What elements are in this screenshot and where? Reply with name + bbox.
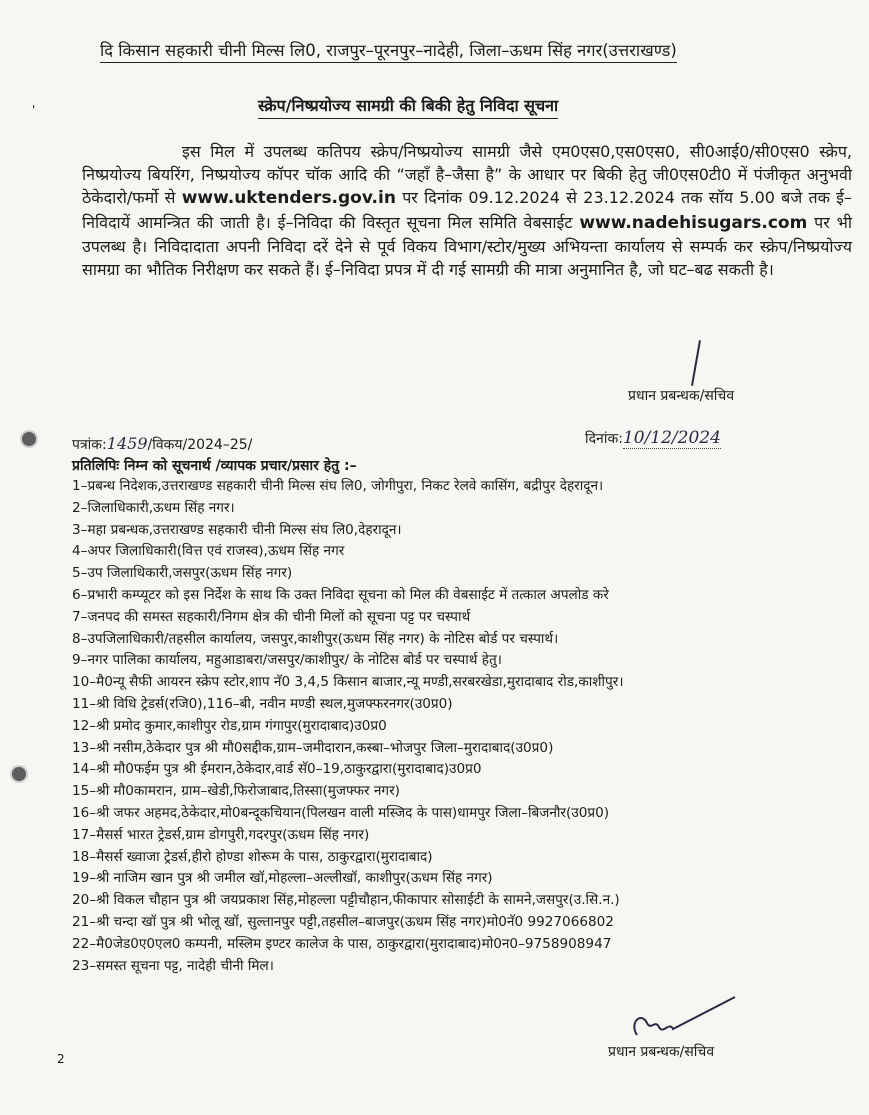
margin-mark: ' — [32, 103, 36, 117]
list-item: 3–महा प्रबन्धक,उत्तराखण्ड सहकारी चीनी मिल्स संघ लि0,देहरादून। — [72, 521, 402, 538]
list-item: 22–मै0जेड0ए0एल0 कम्पनी, मस्लिम इण्टर कालेज के पास, ठाकुरद्वारा(मुरादाबाद)मो0न0–9758908947 — [72, 935, 612, 952]
letterhead — [100, 38, 840, 61]
list-item: 10–मै0न्यू सैफी आयरन स्क्रेप स्टोर,शाप नॅ0 3,4,5 किसान बाजार,न्यू मण्डी,सरबरखेडा,मुरादाबाद रोड,काशीपुर। — [72, 674, 624, 691]
website-link-nadehisugars: www.nadehisugars.com — [579, 212, 808, 233]
reference-number — [72, 434, 252, 454]
list-item: 2–जिलाधिकारी,ऊधम सिंह नगर। — [72, 499, 235, 516]
notice-body — [82, 140, 852, 281]
list-item: 21–श्री चन्दा खॉ पुत्र श्री भोलू खॉ, सुल्तानपुर पट्टी,तहसील–बाजपुर(ऊधम सिंह नगर)मो0नॅ0 9927066802 — [72, 913, 614, 930]
date-label: दिनांक: — [585, 431, 623, 447]
body-part-1: इस मिल में उपलब्ध कतिपय स्क्रेप/निष्प्रयोज्य सामग्री जैसे एम0एस0,एस0एस0, सी0आई0/सी0एस0 स्क्रेप, निष्प्रयोज्य बियरिंग, निष्प्रयोज्य कॉपर चॉक आदि की “जहाँ है–जैसा है” के आधार पर बिकी हेतु जी0एस0टी0 में पंजीकृत अनुभवी ठेकेदारो/फर्मो से — [82, 142, 852, 208]
notice-title: स्क्रेप/निष्प्रयोज्य सामग्री की बिकी हेतु निविदा सूचना — [258, 94, 558, 119]
signature-designation-top: प्रधान प्रबन्धक/सचिव — [628, 388, 735, 404]
list-item: 1–प्रबन्ध निदेशक,उत्तराखण्ड सहकारी चीनी मिल्स संघ लि0, जोगीपुरा, निकट रेलवे कासिंग, बद्रीपुर देहरादून। — [72, 478, 604, 494]
list-item: 15–श्री मौ0कामरान, ग्राम–खेडी,फिरोजाबाद,तिस्सा(मुजफ्फर नगर) — [72, 783, 400, 800]
list-item: 17–मैसर्स भारत ट्रेडर्स,ग्राम डोगपुरी,गदरपुर(ऊधम सिंह नगर) — [72, 826, 370, 843]
reference-label: पत्रांक: — [72, 437, 107, 453]
reference-date — [585, 428, 721, 448]
handwritten-date: 10/12/2024 — [622, 428, 721, 448]
list-item: 5–उप जिलाधिकारी,जसपुर(ऊधम सिंह नगर) — [72, 565, 293, 582]
list-item: 7–जनपद की समस्त सहकारी/निगम क्षेत्र की चीनी मिलों को सूचना पट्ट पर चस्पार्थ — [72, 608, 471, 625]
list-item: 16–श्री जफर अहमद,ठेकेदार,मो0बन्दूकचियान(पिलखन वाली मस्जिद के पास)धामपुर जिला–बिजनौर(उ0प्र0) — [72, 804, 610, 821]
body-part-3: पर भी उपलब्ध है। निविदादाता अपनी निविदा दरें देने से पूर्व विकय विभाग/स्टोर/मुख्य अभियन्ता कार्यालय से सम्पर्क कर स्क्रेप/निष्प्रयोज्य सामग्रा का भौतिक निरीक्षण कर सकते हैं। ई–निविदा प्रपत्र में दी गई सामग्री की मात्रा अनुमानित है, जो घट–बढ सकती है। — [82, 212, 852, 280]
copy-heading: प्रतिलिपिः निम्न को सूचनार्थ /व्यापक प्रचार/प्रसार हेतु :– — [72, 458, 357, 474]
list-item: 9–नगर पालिका कार्यालय, महुआडाबरा/जसपुर/काशीपुर/ के नोटिस बोर्ड पर चस्पार्थ हेतु। — [72, 652, 502, 669]
list-item: 14–श्री मौ0फईम पुत्र श्री ईमरान,ठेकेदार,वार्ड सॅ0–19,ठाकुरद्वारा(मुरादाबाद)उ0प्र0 — [72, 761, 482, 778]
page-number: 2 — [57, 1052, 65, 1066]
list-item: 20–श्री विकल चौहान पुत्र श्री जयप्रकाश सिंह,मोहल्ला पट्टीचौहान,फीकापार सोसाईटी के सामने,जसपुर(उ.सि.न.) — [72, 892, 620, 909]
list-item: 13–श्री नसीम,ठेकेदार पुत्र श्री मौ0सद्दीक,ग्राम–जमीदारान,कस्बा–भोजपुर जिला–मुरादाबाद(उ0प्र0) — [72, 739, 554, 756]
copy-recipient-list — [72, 476, 623, 977]
list-item: 12–श्री प्रमोद कुमार,काशीपुर रोड,ग्राम गंगापुर(मुरादाबाद)उ0प्र0 — [72, 717, 387, 734]
punch-hole-top — [20, 430, 38, 448]
list-item: 11–श्री विधि ट्रेडर्स(रजि0),116–बी, नवीन मण्डी स्थल,मुजफ्फरनगर(उ0प्र0) — [72, 695, 453, 712]
list-item: 18–मैसर्स ख्वाजा ट्रेडर्स,हीरो होण्डा शोरूम के पास, ठाकुरद्वारा(मुरादाबाद) — [72, 848, 433, 865]
punch-hole-bottom — [10, 765, 28, 783]
list-item: 8–उपजिलाधिकारी/तहसील कार्यालय, जसपुर,काशीपुर(ऊधम सिंह नगर) के नोटिस बोर्ड पर चस्पार्थ। — [72, 630, 559, 647]
list-item: 6–प्रभारी कम्प्यूटर को इस निर्देश के साथ कि उक्त निविदा सूचना को मिल की वेबसाईट में तत्काल अपलोड करे — [72, 586, 609, 603]
handwritten-signature — [625, 993, 745, 1048]
website-link-uktenders: www.uktenders.gov.in — [181, 188, 396, 209]
signature-designation-bottom: प्रधान प्रबन्धक/सचिव — [608, 1044, 715, 1060]
body-part-2: पर दिनांक 09.12.2024 से 23.12.2024 तक सॉय 5.00 बजे तक ई–निविदायें आमन्त्रित की जाती है। ई–निविदा की विस्तृत सूचना मिल समिति वेबसाईट — [82, 188, 852, 232]
reference-handwritten-number: 1459 — [106, 434, 148, 453]
list-item: 4–अपर जिलाधिकारी(वित्त एवं राजस्व),ऊधम सिंह नगर — [72, 543, 345, 560]
letterhead-text: दि किसान सहकारी चीनी मिल्स लि0, राजपुर–पूरनपुर–नादेही, जिला–ऊधम सिंह नगर(उत्तराखण्ड) — [100, 41, 677, 63]
list-item: 19–श्री नाजिम खान पुत्र श्री जमील खॉ,मोहल्ला–अल्लीखॉ, काशीपुर(ऊधम सिंह नगर) — [72, 870, 493, 887]
reference-suffix: /विकय/2024–25/ — [147, 437, 253, 453]
list-item: 23–समस्त सूचना पट्ट, नादेही चीनी मिल। — [72, 957, 274, 974]
signature-stroke — [691, 340, 701, 386]
